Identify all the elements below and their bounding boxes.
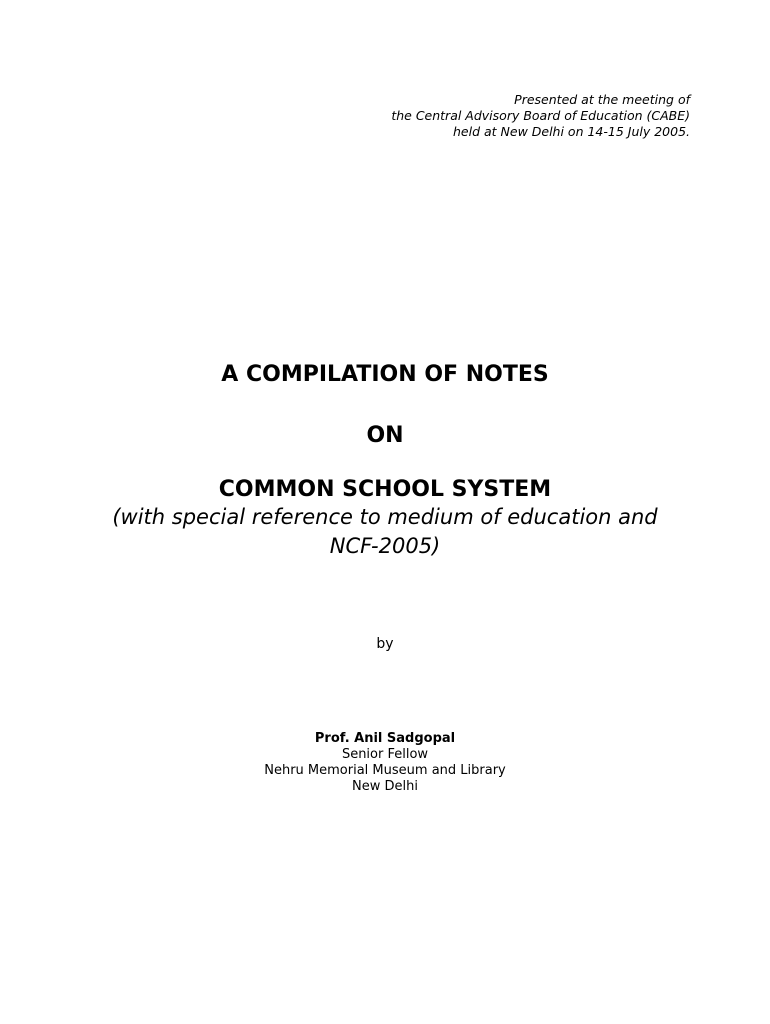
document-title: A COMPILATION OF NOTES bbox=[221, 362, 549, 387]
document-subject: COMMON SCHOOL SYSTEM bbox=[218, 477, 552, 502]
subtitle-line-2: NCF-2005) bbox=[329, 534, 441, 558]
document-subtitle bbox=[40, 503, 730, 561]
presentation-note-line-1: Presented at the meeting of bbox=[514, 92, 690, 107]
subtitle-line-1: (with special reference to medium of education and bbox=[112, 505, 658, 529]
author-block bbox=[0, 731, 770, 795]
presentation-note bbox=[391, 92, 690, 140]
author-name: Prof. Anil Sadgopal bbox=[314, 731, 456, 746]
presentation-note-line-3: held at New Delhi on 14-15 July 2005. bbox=[453, 124, 690, 139]
author-position: Senior Fellow bbox=[341, 747, 429, 762]
title-connector: ON bbox=[366, 423, 404, 448]
author-city: New Delhi bbox=[352, 779, 418, 794]
author-institution: Nehru Memorial Museum and Library bbox=[264, 763, 506, 778]
presentation-note-line-2: the Central Advisory Board of Education (CABE) bbox=[391, 108, 690, 123]
byline: by bbox=[376, 636, 394, 652]
